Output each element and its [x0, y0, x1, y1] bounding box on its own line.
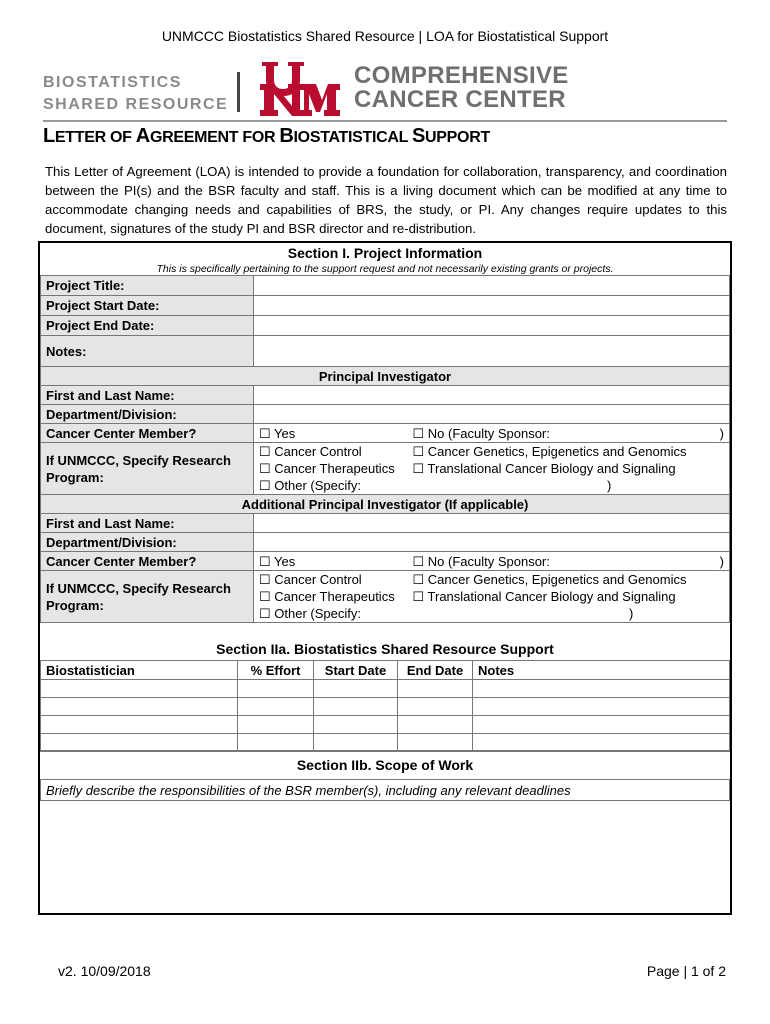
header-rule [43, 120, 727, 122]
intro-paragraph: This Letter of Agreement (LOA) is intended to provide a foundation for collaboration, transparency, and coordination between the PI(s) and the BSR faculty and staff. This is a living document which can be modified at any time to accommodate changing needs and capabilities of BRS, the study, or PI. Any changes require updates to this document, signatures of the study PI and BSR director and re-distribution. [45, 164, 727, 236]
api-member-yes[interactable]: ☐ Yes [254, 552, 408, 571]
col-end-date: End Date [398, 661, 473, 680]
api-dept-field[interactable] [254, 533, 730, 552]
project-start-field[interactable] [254, 296, 730, 316]
api-name-label: First and Last Name: [41, 514, 254, 533]
table-row [41, 734, 730, 752]
api-program-cgeg[interactable]: ☐ Cancer Genetics, Epigenetics and Genomics [408, 571, 730, 589]
ccc-line1: COMPREHENSIVE [354, 62, 569, 89]
scope-of-work-table [40, 750, 730, 913]
api-member-no[interactable]: ☐ No (Faculty Sponsor: [412, 553, 550, 569]
project-info-table [40, 243, 730, 623]
section1-heading: Section I. Project Information [287, 244, 483, 261]
project-end-label: Project End Date: [41, 316, 254, 336]
api-member-close: ) [719, 553, 724, 569]
col-biostatistician: Biostatistician [41, 661, 238, 680]
section1-subheading: This is specifically pertaining to the support request and not necessarily existing grants or projects. [156, 263, 614, 275]
page-number: Page | 1 of 2 [646, 963, 726, 979]
notes-field[interactable] [254, 336, 730, 367]
scope-prompt: Briefly describe the responsibilities of the BSR member(s), including any relevant deadlines [41, 780, 730, 801]
col-notes: Notes [473, 661, 730, 680]
scope-of-work-field[interactable] [41, 801, 730, 914]
pi-program-cc[interactable]: ☐ Cancer Control [254, 443, 408, 461]
running-header: UNMCCC Biostatistics Shared Resource | LOA for Biostatistical Support [161, 28, 609, 44]
api-name-field[interactable] [254, 514, 730, 533]
api-member-label: Cancer Center Member? [41, 552, 254, 571]
project-title-label: Project Title: [41, 276, 254, 296]
bsr-support-table [40, 638, 730, 752]
api-band: Additional Principal Investigator (If applicable) [41, 495, 730, 514]
api-program-cc[interactable]: ☐ Cancer Control [254, 571, 408, 589]
project-title-field[interactable] [254, 276, 730, 296]
pi-program-cgeg[interactable]: ☐ Cancer Genetics, Epigenetics and Genomics [408, 443, 730, 461]
notes-label: Notes: [41, 336, 254, 367]
unm-logo-icon [258, 60, 340, 118]
pi-program-ct[interactable]: ☐ Cancer Therapeutics [254, 460, 408, 477]
api-program-tcbs[interactable]: ☐ Translational Cancer Biology and Signaling [408, 588, 730, 605]
pi-member-yes[interactable]: ☐ Yes [254, 424, 408, 443]
document-title: LETTER OF AGREEMENT FOR BIOSTATISTICAL SUPPORT [43, 125, 490, 147]
pi-dept-field[interactable] [254, 405, 730, 424]
pi-member-label: Cancer Center Member? [41, 424, 254, 443]
api-program-other[interactable]: ☐ Other (Specify: [259, 606, 361, 621]
api-program-ct[interactable]: ☐ Cancer Therapeutics [254, 588, 408, 605]
pi-member-no[interactable]: ☐ No (Faculty Sponsor: [412, 425, 550, 441]
pi-program-other-close: ) [606, 478, 612, 493]
section2a-heading: Section IIa. Biostatistics Shared Resource Support [216, 640, 554, 657]
brs-wordmark [43, 72, 228, 116]
api-program-label: If UNMCCC, Specify Research Program: [41, 571, 254, 623]
col-start-date: Start Date [314, 661, 398, 680]
pi-program-other[interactable]: ☐ Other (Specify: [259, 478, 361, 493]
ccc-line2: CANCER CENTER [354, 86, 566, 113]
pi-dept-label: Department/Division: [41, 405, 254, 424]
col-effort: % Effort [238, 661, 314, 680]
pi-band: Principal Investigator [41, 367, 730, 386]
brs-line1: BIOSTATISTICS [43, 74, 182, 91]
pi-name-label: First and Last Name: [41, 386, 254, 405]
api-dept-label: Department/Division: [41, 533, 254, 552]
brs-line2: SHARED RESOURCE [43, 96, 229, 113]
section2b-heading: Section IIb. Scope of Work [41, 751, 730, 780]
pi-program-label: If UNMCCC, Specify Research Program: [41, 443, 254, 495]
project-end-field[interactable] [254, 316, 730, 336]
project-start-label: Project Start Date: [41, 296, 254, 316]
pi-member-close: ) [719, 425, 724, 441]
table-row [41, 698, 730, 716]
table-row [41, 680, 730, 698]
pi-program-tcbs[interactable]: ☐ Translational Cancer Biology and Signaling [408, 460, 730, 477]
version-label: v2. 10/09/2018 [58, 963, 151, 979]
table-row [41, 716, 730, 734]
ccc-wordmark [354, 64, 569, 112]
header-divider [237, 72, 240, 112]
pi-name-field[interactable] [254, 386, 730, 405]
api-program-other-close: ) [628, 606, 634, 621]
